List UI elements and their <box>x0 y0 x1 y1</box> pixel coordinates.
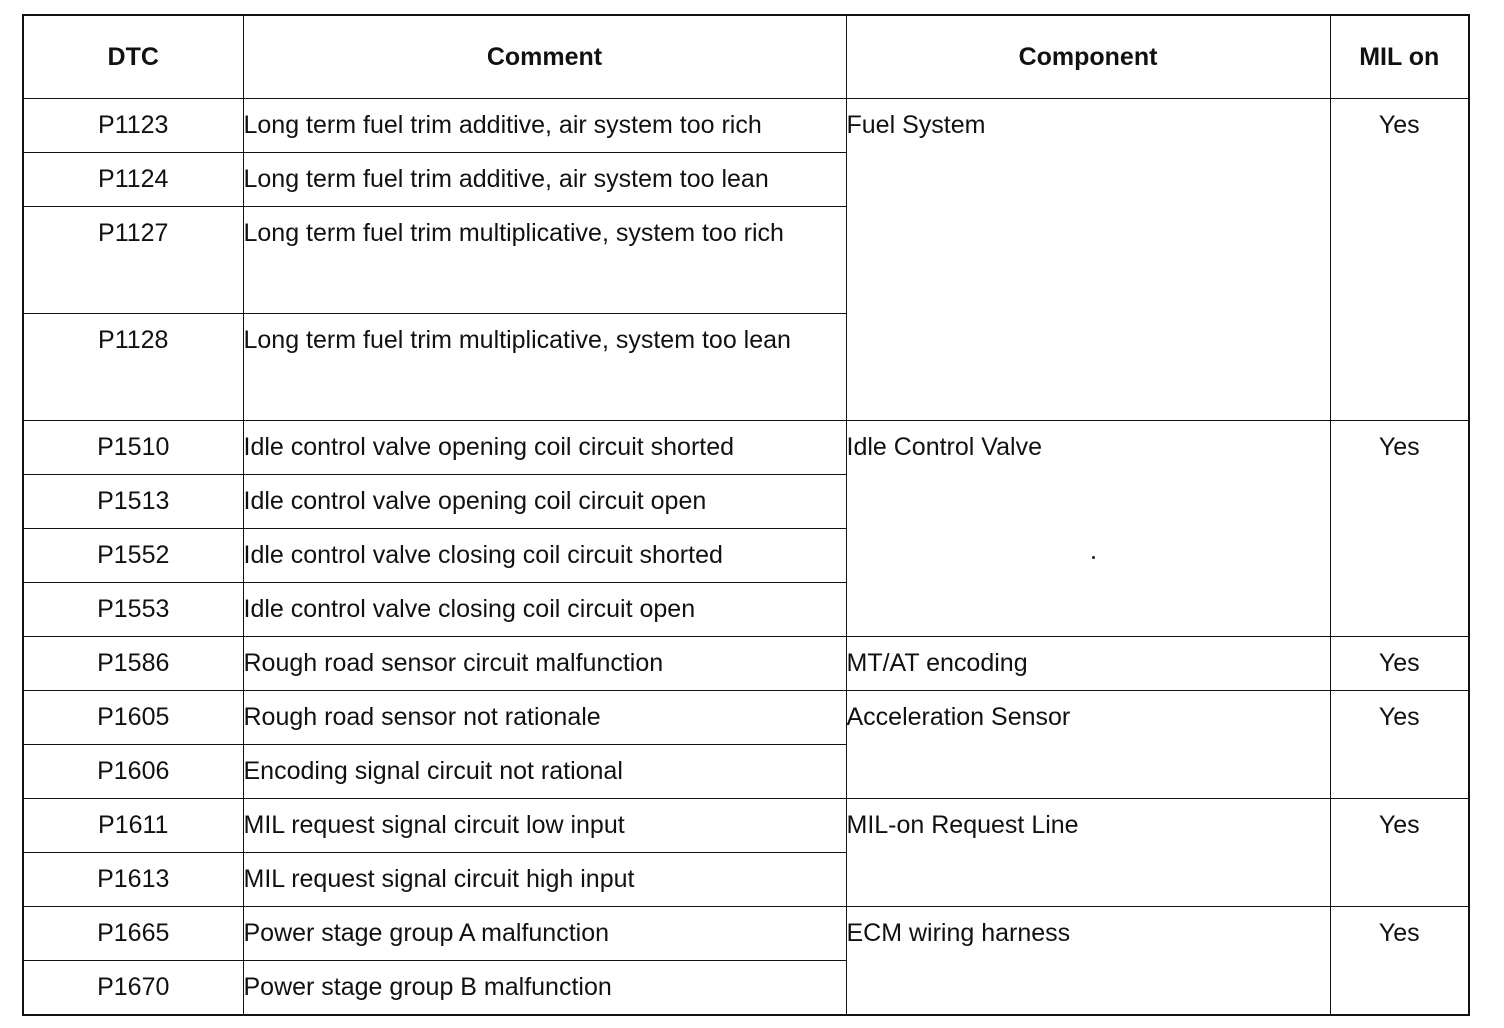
dtc-code: P1611 <box>23 799 243 853</box>
dtc-code: P1613 <box>23 853 243 907</box>
component-cell: MIL-on Request Line <box>846 799 1330 907</box>
header-mil-on: MIL on <box>1330 15 1469 99</box>
dtc-code: P1127 <box>23 207 243 314</box>
component-cell: Acceleration Sensor <box>846 691 1330 799</box>
table-row <box>23 421 1469 475</box>
dtc-code: P1586 <box>23 637 243 691</box>
dtc-code: P1552 <box>23 529 243 583</box>
dtc-code: P1665 <box>23 907 243 961</box>
dtc-code: P1510 <box>23 421 243 475</box>
component-cell: MT/AT encoding <box>846 637 1330 691</box>
mil-cell: Yes <box>1330 907 1469 1016</box>
mil-cell: Yes <box>1330 799 1469 907</box>
comment-cell: Rough road sensor not rationale <box>243 691 846 745</box>
header-dtc: DTC <box>23 15 243 99</box>
header-comment: Comment <box>243 15 846 99</box>
comment-cell: Idle control valve opening coil circuit open <box>243 475 846 529</box>
comment-cell: Idle control valve opening coil circuit shorted <box>243 421 846 475</box>
component-cell: Fuel System <box>846 99 1330 421</box>
comment-cell: Rough road sensor circuit malfunction <box>243 637 846 691</box>
table-row <box>23 637 1469 691</box>
table-row <box>23 99 1469 153</box>
mil-cell: Yes <box>1330 421 1469 637</box>
mil-cell: Yes <box>1330 99 1469 421</box>
mil-cell: Yes <box>1330 637 1469 691</box>
table-row <box>23 799 1469 853</box>
comment-cell: Long term fuel trim multiplicative, system too lean <box>243 314 846 421</box>
comment-cell: Idle control valve closing coil circuit shorted <box>243 529 846 583</box>
comment-cell: Idle control valve closing coil circuit open <box>243 583 846 637</box>
mil-cell: Yes <box>1330 691 1469 799</box>
dtc-code: P1606 <box>23 745 243 799</box>
comment-cell: Power stage group B malfunction <box>243 961 846 1016</box>
comment-cell: Long term fuel trim multiplicative, system too rich <box>243 207 846 314</box>
dtc-code: P1123 <box>23 99 243 153</box>
header-component: Component <box>846 15 1330 99</box>
dtc-code: P1605 <box>23 691 243 745</box>
comment-cell: Power stage group A malfunction <box>243 907 846 961</box>
comment-cell: Long term fuel trim additive, air system too rich <box>243 99 846 153</box>
comment-cell: Long term fuel trim additive, air system too lean <box>243 153 846 207</box>
table-row <box>23 907 1469 961</box>
dtc-code: P1670 <box>23 961 243 1016</box>
dtc-code: P1513 <box>23 475 243 529</box>
component-cell: ECM wiring harness <box>846 907 1330 1016</box>
dtc-code: P1128 <box>23 314 243 421</box>
comment-cell: Encoding signal circuit not rational <box>243 745 846 799</box>
dtc-code: P1124 <box>23 153 243 207</box>
comment-cell: MIL request signal circuit low input <box>243 799 846 853</box>
comment-cell: MIL request signal circuit high input <box>243 853 846 907</box>
scan-speck <box>1092 556 1095 559</box>
component-cell: Idle Control Valve <box>846 421 1330 637</box>
dtc-table <box>22 14 1470 1016</box>
header-row <box>23 15 1469 99</box>
dtc-code: P1553 <box>23 583 243 637</box>
table-row <box>23 691 1469 745</box>
